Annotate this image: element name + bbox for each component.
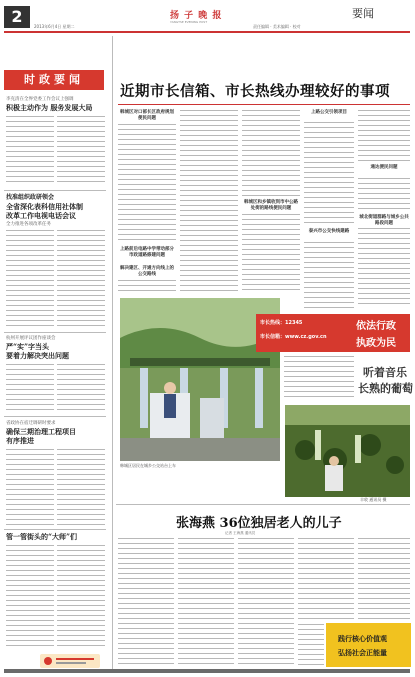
bottom-col2 [178,538,234,666]
main-headline-rule [118,104,410,105]
bottom-col3 [238,538,294,666]
article1-subhead: 李克清在全界党委工作会议上强调 [6,97,74,102]
feature-intro-body [284,356,354,400]
main-headline: 近期市长信箱、市长热线办理较好的事项 [120,84,390,100]
masthead-logo: 扬 子 晚 报 [170,11,223,21]
article3-body-right [57,364,105,414]
column-logo-icon [40,654,100,668]
bottom-headline: 张海燕 36位独居老人的儿子 [176,516,342,531]
main-subhead-8: 城北街道群路与城乡公共路段问题 [359,215,409,226]
divider [4,416,106,417]
bottom-byline: 记者 王海燕 通讯员 [225,531,256,535]
article3-subhead: 杭州开展评议团作座谈会 [6,336,56,341]
divider [4,332,106,333]
main-col1-body-2 [118,280,176,294]
photo-caption: 韩城区居民在城乡公交站台上车 [120,463,176,468]
article1-headline: 积极主动作为 服务发展大局 [6,103,93,112]
article4-headline-2: 有序推进 [6,436,34,445]
bottom-col4 [298,538,354,620]
divider [4,529,106,530]
ad-line-1: 践行核心价值观 [338,635,387,643]
article3-headline-2: 要着力解决突出问题 [6,351,69,360]
article3-body-left [6,364,54,414]
divider [4,190,106,191]
article2-body-left [6,230,54,328]
mayor-hotline: 市长热线：12345 [260,320,303,326]
main-col5-body-2 [358,178,410,212]
header-rule [4,31,410,33]
slogan-line-2: 执政为民 [356,338,396,349]
article4-body-left [6,449,54,525]
article2-subhead: 全力推进各项改革任务 [6,222,51,227]
editor-line: 责任编辑 · 美术编辑 · 校对 [253,24,301,29]
main-subhead-3: 解决建区、开通方向线上的公交路线 [120,266,174,277]
section-banner [4,70,104,90]
main-col2-body [180,110,238,294]
footer-band [4,669,410,673]
masthead-subtitle: YANGTSE EVENING POST [170,20,208,24]
article1-body-right [57,116,105,186]
main-subhead-6: 泰兴市公交快线建路 [308,229,350,234]
main-subhead-5: 上路公交引领项目 [311,110,347,115]
article2-headline-1: 找准组织政研领会 [6,194,55,201]
main-col4-body [304,122,354,226]
main-col5-body-3 [358,228,410,308]
feature-photo-caption: 丰收 通讯员 摄 [360,497,387,502]
main-subhead-2: 上路前后电路中学带动部分市政道路修建问题 [120,247,174,258]
slogan-line-1: 依法行政 [356,321,396,332]
main-col1-body [118,124,176,244]
main-subhead-1: 韩城区对口部长区政府规划便民问题 [120,110,174,121]
bottom-col4-tail [298,624,324,666]
column-separator [112,36,113,669]
article3-headline-1: 严“实”字当头 [6,342,50,351]
bottom-col5 [358,538,410,620]
main-col5-body [358,110,410,162]
main-subhead-7: 通达便民问题 [370,165,398,170]
section-title: 要闻 [352,7,374,20]
article4-subhead: 省政协在宿迁调研时要求 [6,421,56,426]
article5-headline: 管一管街头的“大师”们 [6,532,78,541]
main-col3-body [242,110,300,198]
main-subhead-4: 韩城区和乡镇收到市中公路处街的路线便民问题 [244,200,298,211]
feature-title-1: 听着音乐 [363,366,407,379]
article4-body-right [57,449,105,525]
date-line: 2013年6月4日 星期二 [34,24,75,29]
bottom-col1 [118,538,174,666]
main-col4-body-2 [304,242,354,308]
article2-headline-2: 全省深化表科信用社体制 [6,202,83,211]
feature-title-2: 长熟的葡萄 [358,382,413,395]
article2-headline-3: 改革工作电视电话会议 [6,211,76,220]
public-service-ad [326,623,411,667]
page-number: 2 [4,6,30,28]
section-banner-label: 时政要闻 [24,73,84,86]
article1-body-left [6,116,54,186]
article4-headline-1: 确保三期治理工程项目 [6,427,76,436]
ad-line-2: 弘扬社会正能量 [338,649,387,657]
article5-body-left [6,545,54,647]
mayor-mailbox: 市长信箱：www.cz.gov.cn [260,334,327,340]
article5-body-right [57,545,105,647]
article2-body-right [57,230,105,328]
main-col3-body-2 [242,214,300,294]
divider [116,504,410,505]
